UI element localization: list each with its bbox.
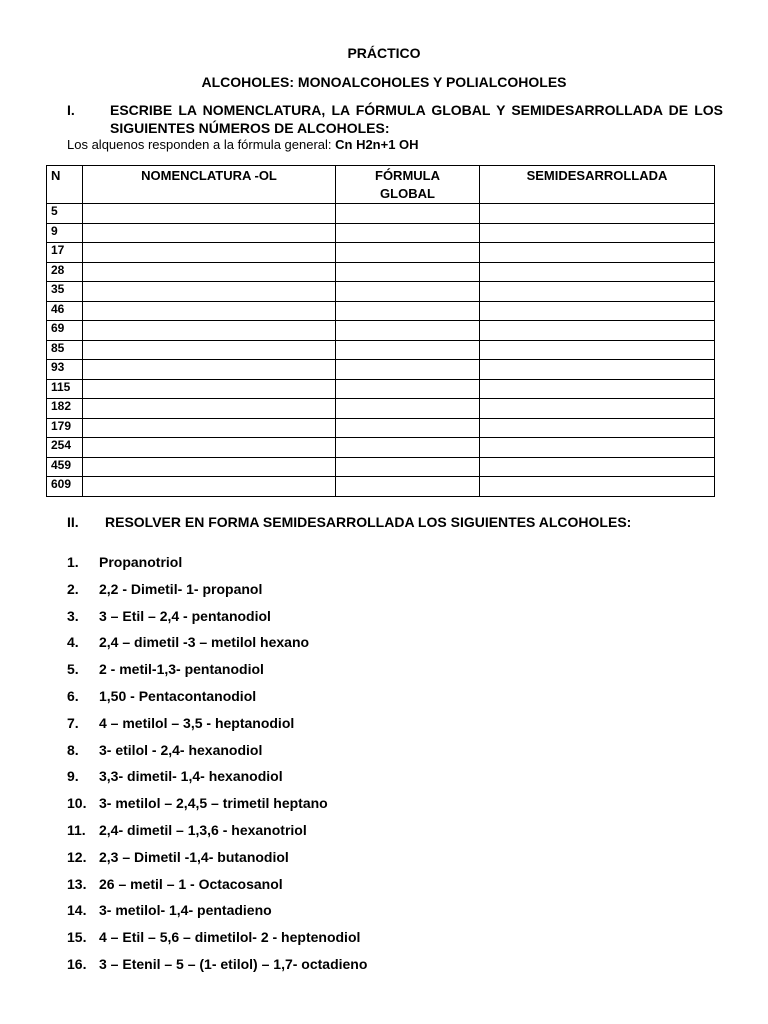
semidesarrollada-cell [480,438,715,458]
nomenclatura-cell [83,340,336,360]
table-header-row [47,166,715,204]
nomenclatura-cell [83,399,336,419]
list-item-text: 2,4 – dimetil -3 – metilol hexano [99,634,310,651]
formula-global-cell [336,204,480,224]
list-item [67,955,367,982]
nomenclatura-cell [83,438,336,458]
list-item-number: 1. [67,554,79,570]
list-item-text: 3- etilol - 2,4- hexanodiol [99,741,263,758]
list-item-number: 14. [67,902,87,919]
list-item [67,607,367,634]
semidesarrollada-cell [480,282,715,302]
formula-global-cell [336,379,480,399]
table-row [47,418,715,438]
nomenclatura-cell [83,418,336,438]
nomenclatura-cell [83,282,336,302]
nomenclatura-cell [83,360,336,380]
section-2-text: RESOLVER EN FORMA SEMIDESARROLLADA LOS SIGUIENTES ALCOHOLES: [105,514,632,530]
table-row [47,282,715,302]
list-item [67,714,367,741]
list-item [67,901,367,928]
list-item [67,660,367,687]
list-item-text: 2,2 - Dimetil- 1- propanol [99,580,263,597]
formula-note [67,137,419,152]
section-1-heading [67,101,723,137]
list-item [67,928,367,955]
list-item-number: 13. [67,875,87,892]
list-item-number: 7. [67,714,79,731]
semidesarrollada-cell [480,379,715,399]
list-item-number: 8. [67,741,79,758]
table-row [47,204,715,224]
formula-global-cell [336,282,480,302]
list-item-text: 3 – Etenil – 5 – (1- etilol) – 1,7- octadieno [99,955,368,972]
nomenclatura-cell [83,457,336,477]
semidesarrollada-cell [480,340,715,360]
list-item [67,741,367,768]
row-number-cell: 182 [47,399,83,419]
row-number-cell: 115 [47,379,83,399]
nomenclatura-cell [83,262,336,282]
list-item [67,848,367,875]
formula-global-cell [336,457,480,477]
nomenclatura-cell [83,204,336,224]
list-item-text: 3,3- dimetil- 1,4- hexanodiol [99,768,283,785]
formula-global-cell [336,360,480,380]
list-item [67,633,367,660]
list-item-text: 3- metilol- 1,4- pentadieno [99,902,272,919]
formula-note-formula: Cn H2n+1 OH [335,137,419,152]
table-row [47,262,715,282]
row-number-cell: 46 [47,301,83,321]
formula-global-cell [336,301,480,321]
list-item [67,875,367,902]
header-nomenclatura: NOMENCLATURA -OL [83,166,336,204]
nomenclatura-cell [83,301,336,321]
list-item-text: 4 – metilol – 3,5 - heptanodiol [99,714,295,731]
row-number-cell: 93 [47,360,83,380]
row-number-cell: 35 [47,282,83,302]
list-item [67,821,367,848]
row-number-cell: 5 [47,204,83,224]
semidesarrollada-cell [480,223,715,243]
list-item-number: 5. [67,661,79,678]
page-title: PRÁCTICO [347,45,421,61]
page-subtitle: ALCOHOLES: MONOALCOHOLES Y POLIALCOHOLES [201,74,567,90]
list-item-text: 3- metilol – 2,4,5 – trimetil heptano [99,795,328,812]
semidesarrollada-cell [480,418,715,438]
formula-global-cell [336,477,480,497]
section-1-text: ESCRIBE LA NOMENCLATURA, LA FÓRMULA GLOBAL Y SEMIDESARROLLADA DE LOS SIGUIENTES NÚMEROS DE ALCOHOLES: [110,102,723,136]
header-formula-line1: FÓRMULA [375,168,440,183]
semidesarrollada-cell [480,204,715,224]
formula-global-cell [336,340,480,360]
list-item [67,794,367,821]
list-item-text: 3 – Etil – 2,4 - pentanodiol [99,607,271,624]
alcohol-table [46,165,715,497]
semidesarrollada-cell [480,301,715,321]
header-semidesarrollada: SEMIDESARROLLADA [480,166,715,204]
section-2-number: II. [67,514,79,530]
nomenclatura-cell [83,223,336,243]
list-item [67,580,367,607]
table-row [47,223,715,243]
list-item-text: 26 – metil – 1 - Octacosanol [99,875,283,892]
list-item-number: 6. [67,687,79,704]
table-row [47,457,715,477]
list-item-number: 2. [67,580,79,597]
formula-global-cell [336,438,480,458]
table-row [47,360,715,380]
header-n: N [47,166,83,204]
nomenclatura-cell [83,243,336,263]
table-row [47,340,715,360]
row-number-cell: 609 [47,477,83,497]
list-item-text: 2 - metil-1,3- pentanodiol [99,661,264,678]
alcohol-list [67,553,367,982]
semidesarrollada-cell [480,399,715,419]
formula-global-cell [336,399,480,419]
list-item-number: 16. [67,955,87,972]
table-row [47,321,715,341]
list-item-number: 3. [67,607,79,624]
nomenclatura-cell [83,477,336,497]
list-item-number: 4. [67,634,79,651]
table-row [47,379,715,399]
list-item-number: 11. [67,821,86,838]
formula-global-cell [336,418,480,438]
table-row [47,301,715,321]
semidesarrollada-cell [480,360,715,380]
list-item [67,687,367,714]
row-number-cell: 28 [47,262,83,282]
semidesarrollada-cell [480,243,715,263]
header-formula-line2: GLOBAL [380,186,435,201]
row-number-cell: 85 [47,340,83,360]
section-1-number: I. [67,102,75,118]
list-item-text: 4 – Etil – 5,6 – dimetilol- 2 - heptenodiol [99,929,361,946]
semidesarrollada-cell [480,457,715,477]
semidesarrollada-cell [480,262,715,282]
formula-global-cell [336,243,480,263]
header-formula-global [336,166,480,204]
formula-note-text: Los alquenos responden a la fórmula general: [67,137,336,152]
table-row [47,399,715,419]
formula-global-cell [336,321,480,341]
list-item-number: 10. [67,795,87,812]
list-item-text: 2,4- dimetil – 1,3,6 - hexanotriol [99,821,307,838]
table-row [47,477,715,497]
row-number-cell: 17 [47,243,83,263]
table-row [47,438,715,458]
row-number-cell: 459 [47,457,83,477]
list-item-text: 1,50 - Pentacontanodiol [99,687,257,704]
nomenclatura-cell [83,379,336,399]
list-item [67,767,367,794]
list-item-number: 9. [67,768,79,785]
row-number-cell: 9 [47,223,83,243]
semidesarrollada-cell [480,321,715,341]
list-item-number: 15. [67,929,87,946]
table-row [47,243,715,263]
formula-global-cell [336,223,480,243]
semidesarrollada-cell [480,477,715,497]
list-item-number: 12. [67,848,87,865]
list-item-text: Propanotriol [99,554,183,570]
nomenclatura-cell [83,321,336,341]
list-item-text: 2,3 – Dimetil -1,4- butanodiol [99,848,289,865]
row-number-cell: 179 [47,418,83,438]
formula-global-cell [336,262,480,282]
section-2-heading [67,514,631,530]
row-number-cell: 69 [47,321,83,341]
row-number-cell: 254 [47,438,83,458]
list-item [67,553,367,580]
